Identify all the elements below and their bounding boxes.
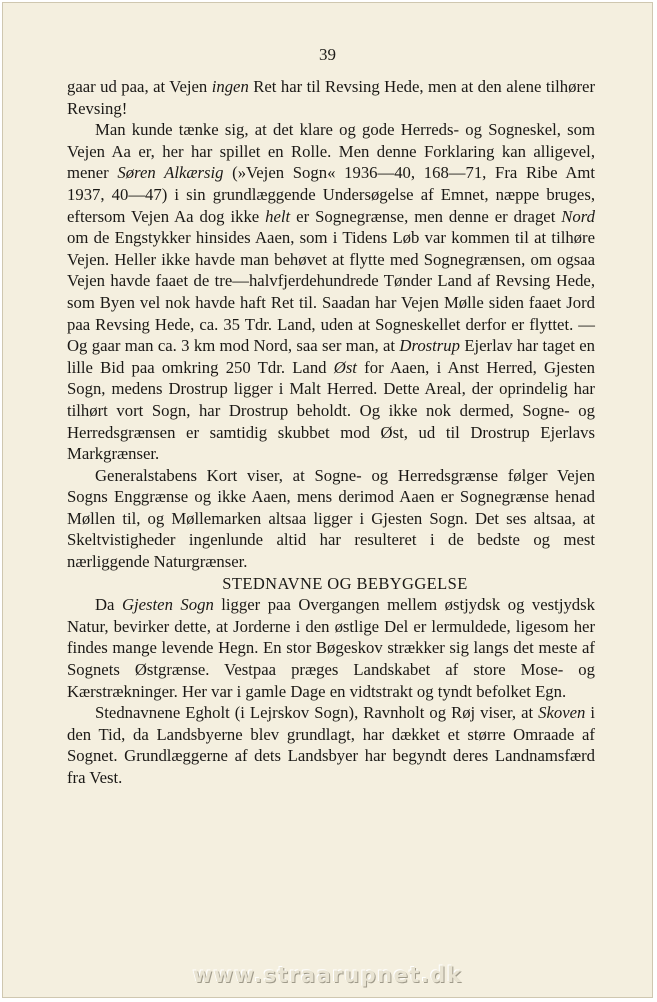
italic-run: Øst [333,357,357,377]
text-run: Ejerlav har taget en lille Bid paa omkring 250 Tdr. Land [67,336,596,377]
text-run: er Sognegrænse, men denne er draget [290,206,562,226]
body-text [67,76,595,789]
paragraph [67,76,595,119]
text-run: Stednavnene Egholt (i Lejrskov Sogn), Ravnholt og Røj viser, at [95,703,539,723]
text-run: Man kunde tænke sig, at det klare og gode Herreds- og Sogneskel, som Vejen Aa er, her har spillet en Rolle. Men denne Forklaring kan alligevel, mener [67,120,595,183]
paragraph [67,594,595,702]
page-number: 39 [319,45,336,64]
italic-run: Gjesten Sogn [121,595,214,615]
italic-run: helt [265,206,291,226]
paragraph [67,119,595,465]
text-run: ligger paa Overgangen mellem østjydsk og vestjydsk Natur, bevirker dette, at Jorderne i den østlige Del er lermuldede, ligesom her findes mange levende Hegn. En stor Bøgeskov strækker sig langs det meste af Sognets Østgrænse. Vestpaa præges Landskabet af store Mose- og Kærstrækninger. Her var i gamle Dage en vidtstrakt og tyndt befolket Egn. [67,595,595,701]
text-run: (»Vejen Sogn« 1936—40, 168—71, Fra Ribe Amt 1937, 40—47) i sin grundlæggende Undersøgelse af Emnet, næppe bruges, eftersom Vejen Aa dog ikke [67,163,595,226]
site-watermark: www.straarupnet.dk [192,963,463,987]
text-run: i den Tid, da Landsbyerne blev grundlagt, har dækket et større Omraade af Sognet. Grundlæggerne af dets Landsbyer har begyndt deres Landnamsfærd fra Vest. [67,703,596,787]
italic-run: ingen [211,77,249,96]
paragraph [67,702,595,788]
text-run: om de Engstykker hinsides Aaen, som i Tidens Løb var kommen til at tilhøre Vejen. Heller ikke havde man behøvet at flytte med Sognegrænsen, om ogsaa Vejen havde faaet de tre—halvfjerdehundrede Tønder Land af Revsing Hede, som Byen vel nok havde haft Ret til. Saadan har Vejen Mølle siden faaet Jord paa Revsing Hede, ca. 35 Tdr. Land, uden at Sogneskellet derfor er flyttet. — Og gaar man ca. 3 km mod Nord, saa ser man, at [67,228,595,356]
italic-run: Søren Alkærsig [117,163,224,183]
text-run: Ret har til Revsing Hede, men at den alene tilhører Revsing! [67,77,595,118]
italic-run: Skoven [538,703,586,723]
text-run: Da [95,595,122,615]
book-page [2,2,653,998]
italic-run: Drostrup [399,336,460,356]
text-run: gaar ud paa, at Vejen [67,77,212,96]
text-run: Generalstabens Kort viser, at Sogne- og Herredsgrænse følger Vejen Sogns Enggrænse og ikke Aaen, mens derimod Aaen er Sognegrænse henad Møllen til, og Møllemarken altsaa ligger i Gjesten Sogn. Det ses altsaa, at Skeltvistigheder ingenlunde altid har resulteret i de bedste og mest nærliggende Naturgrænser. [67,465,595,572]
text-run: for Aaen, i Anst Herred, Gjesten Sogn, medens Drostrup ligger i Malt Herred. Dette Areal, der oprindelig har tilhørt vort Sogn, har Drostrup beholdt. Og ikke nok dermed, Sogne- og Herredsgrænsen er samtidig skubbet mod Øst, ud til Drostrup Ejerlavs Markgrænser. [67,357,595,464]
paragraph [67,465,595,573]
section-heading: STEDNAVNE OG BEBYGGELSE [222,573,468,593]
italic-run: Nord [561,206,595,226]
